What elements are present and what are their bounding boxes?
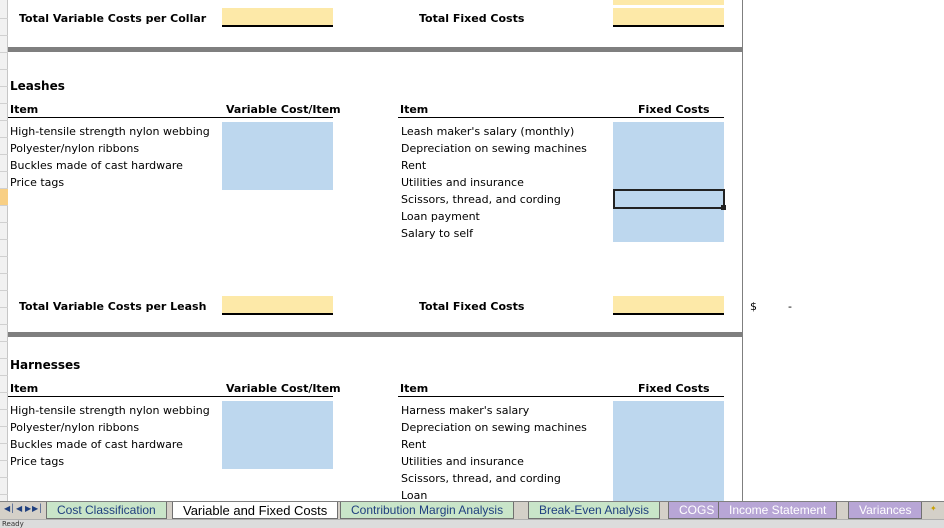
leashes-fixed-item: Scissors, thread, and cording	[401, 193, 561, 206]
row-number[interactable]	[0, 291, 8, 308]
tab-income-statement[interactable]: Income Statement	[718, 502, 837, 519]
row-number[interactable]	[0, 104, 8, 121]
leashes-fixed-item: Rent	[401, 159, 427, 172]
harnesses-section-title: Harnesses	[10, 358, 81, 372]
row-number[interactable]	[0, 257, 8, 274]
row-number[interactable]	[0, 87, 8, 104]
leashes-col-fixed: Fixed Costs	[638, 103, 710, 116]
leashes-fixed-item: Depreciation on sewing machines	[401, 142, 587, 155]
harnesses-variable-item: Buckles made of cast hardware	[10, 438, 183, 451]
harnesses-variable-item: Polyester/nylon ribbons	[10, 421, 140, 434]
row-number[interactable]	[0, 155, 8, 172]
leashes-header-underline-right	[398, 117, 724, 118]
prev-sheet-icon[interactable]: ◀	[16, 504, 23, 513]
collar-total-fixed-cell[interactable]	[613, 8, 724, 27]
sheet-tab-bar	[0, 501, 944, 519]
leashes-col-item: Item	[10, 103, 39, 116]
row-number[interactable]	[0, 70, 8, 87]
print-area-border	[742, 0, 743, 501]
leashes-variable-item: High-tensile strength nylon webbing	[10, 125, 210, 138]
row-number[interactable]	[0, 478, 8, 495]
leashes-header-underline-left	[8, 117, 333, 118]
row-number[interactable]	[0, 121, 8, 138]
leashes-fixed-cost-input[interactable]	[613, 122, 724, 242]
side-currency-symbol: $	[750, 300, 757, 313]
row-number[interactable]	[0, 325, 8, 342]
collar-total-variable-cell[interactable]	[222, 8, 333, 27]
harnesses-col-fixed: Fixed Costs	[638, 382, 710, 395]
row-number[interactable]	[0, 19, 8, 36]
active-cell-selection[interactable]	[613, 189, 725, 209]
leashes-total-fixed-cell[interactable]	[613, 296, 724, 315]
first-sheet-icon[interactable]: ◀│	[4, 504, 15, 513]
row-number[interactable]	[0, 393, 8, 410]
row-number[interactable]	[0, 172, 8, 189]
harnesses-col-item2: Item	[400, 382, 429, 395]
leashes-section-title: Leashes	[10, 79, 65, 93]
harnesses-fixed-item: Depreciation on sewing machines	[401, 421, 587, 434]
row-number[interactable]	[0, 461, 8, 478]
fixed-total-cell-above[interactable]	[613, 0, 724, 5]
harnesses-header-underline-right	[398, 396, 724, 397]
row-number[interactable]	[0, 359, 8, 376]
tab-contribution-margin-analysis[interactable]: Contribution Margin Analysis	[340, 502, 514, 519]
collar-total-variable-label: Total Variable Costs per Collar	[19, 12, 207, 25]
row-number[interactable]	[0, 223, 8, 240]
row-number[interactable]	[0, 240, 8, 257]
tab-variable-and-fixed-costs[interactable]: Variable and Fixed Costs	[172, 502, 338, 519]
leashes-total-variable-label: Total Variable Costs per Leash	[19, 300, 207, 313]
harnesses-fixed-item: Scissors, thread, and cording	[401, 472, 561, 485]
row-number[interactable]	[0, 342, 8, 359]
leashes-fixed-item: Leash maker's salary (monthly)	[401, 125, 575, 138]
harnesses-variable-item: Price tags	[10, 455, 65, 468]
harnesses-col-item: Item	[10, 382, 39, 395]
tab-break-even-analysis[interactable]: Break-Even Analysis	[528, 502, 660, 519]
collar-total-fixed-label: Total Fixed Costs	[419, 12, 525, 25]
row-number-selected[interactable]	[0, 189, 8, 206]
harnesses-col-variable: Variable Cost/Item	[226, 382, 341, 395]
leashes-variable-item: Buckles made of cast hardware	[10, 159, 183, 172]
section-separator	[8, 332, 742, 337]
last-sheet-icon[interactable]: ▶│	[32, 504, 43, 513]
section-separator	[8, 47, 742, 52]
harnesses-fixed-item: Loan	[401, 489, 428, 501]
harnesses-fixed-item: Rent	[401, 438, 427, 451]
status-bar	[0, 519, 944, 528]
tab-cost-classification[interactable]: Cost Classification	[46, 502, 167, 519]
leashes-total-fixed-label: Total Fixed Costs	[419, 300, 525, 313]
leashes-fixed-item: Utilities and insurance	[401, 176, 524, 189]
row-header-column[interactable]	[0, 0, 8, 501]
leashes-variable-item: Polyester/nylon ribbons	[10, 142, 140, 155]
leashes-col-item2: Item	[400, 103, 429, 116]
leashes-total-variable-cell[interactable]	[222, 296, 333, 315]
row-number[interactable]	[0, 444, 8, 461]
harnesses-variable-item: High-tensile strength nylon webbing	[10, 404, 210, 417]
insert-sheet-icon[interactable]: ✦	[930, 504, 937, 513]
leashes-fixed-item: Salary to self	[401, 227, 474, 240]
leashes-variable-item: Price tags	[10, 176, 65, 189]
harnesses-fixed-item: Harness maker's salary	[401, 404, 530, 417]
row-number[interactable]	[0, 427, 8, 444]
leashes-variable-cost-input[interactable]	[222, 122, 333, 190]
side-value: -	[788, 300, 792, 313]
leashes-fixed-item: Loan payment	[401, 210, 480, 223]
harnesses-variable-cost-input[interactable]	[222, 401, 333, 469]
status-text: Ready	[2, 520, 24, 528]
row-number[interactable]	[0, 53, 8, 70]
tab-cogs[interactable]: COGS	[668, 502, 725, 519]
leashes-col-variable: Variable Cost/Item	[226, 103, 341, 116]
tab-variances[interactable]: Variances	[848, 502, 922, 519]
row-number[interactable]	[0, 36, 8, 53]
row-number[interactable]	[0, 410, 8, 427]
row-number[interactable]	[0, 274, 8, 291]
row-number[interactable]	[0, 376, 8, 393]
fill-handle[interactable]	[721, 205, 726, 210]
harnesses-fixed-item: Utilities and insurance	[401, 455, 524, 468]
worksheet-grid[interactable]	[8, 0, 944, 501]
harnesses-fixed-cost-input[interactable]	[613, 401, 724, 501]
row-number[interactable]	[0, 2, 8, 19]
row-number[interactable]	[0, 206, 8, 223]
harnesses-header-underline-left	[8, 396, 333, 397]
next-sheet-icon[interactable]: ▶	[25, 504, 32, 513]
row-number[interactable]	[0, 308, 8, 325]
row-number[interactable]	[0, 138, 8, 155]
